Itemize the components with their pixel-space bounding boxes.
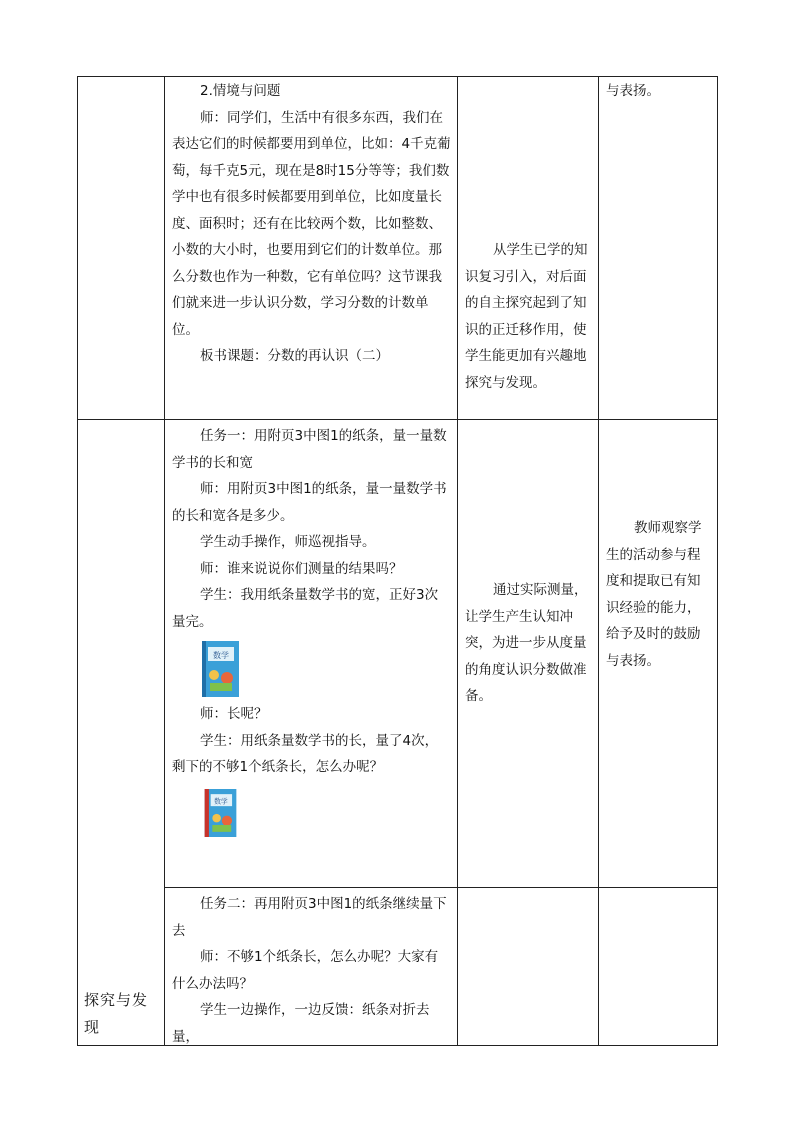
- stage-label-cell: [77, 987, 165, 1041]
- row1-eval-text: 与表扬。: [606, 83, 660, 99]
- row-divider-2: [165, 887, 718, 888]
- math-book-image-width: [202, 641, 239, 697]
- student-activity: 学生动手操作，师巡视指导。: [200, 534, 376, 550]
- row3-teacher-line: 师：不够1个纸条长，怎么办呢？大家有什么办法吗？: [172, 949, 439, 992]
- task-two-title: 任务二：再用附页3中图1的纸条继续量下去: [172, 896, 447, 939]
- row1-eval-cell: [599, 78, 717, 105]
- row2-eval-cell: [599, 515, 717, 674]
- row3-process-cell: [165, 891, 457, 1050]
- row3-student-line: 学生一边操作，一边反馈：纸条对折去量，: [172, 1002, 430, 1045]
- student-line-2: 学生：用纸条量数学书的长，量了4次，剩下的不够1个纸条长，怎么办呢？: [172, 732, 439, 775]
- row1-teacher-intro: 师：同学们，生活中有很多东西，我们在表达它们的时候都要用到单位，比如：4千克葡萄，每千克5元，现在是8时15分等等；我们数学中也有很多时候都要用到单位，比如度量长度、面积时；还有在比较两个数，比如整数、小数的大小时，也要用到它们的计数单位。那么分数也作为一种数，它有单位吗？这节课我们就来进一步认识分数，学习分数的计数单位。: [172, 109, 451, 338]
- table-right-border: [717, 76, 718, 1046]
- student-line-1: 学生：我用纸条量数学书的宽，正好3次量完。: [172, 587, 439, 630]
- row2-intent-cell: [458, 577, 598, 710]
- row1-intent-cell: [458, 237, 598, 396]
- table-top-border: [77, 76, 718, 77]
- stage-label: 探究与发现: [84, 991, 149, 1036]
- row1-heading: 2.情境与问题: [200, 83, 281, 99]
- row2-intent-text: 通过实际测量，让学生产生认知冲突，为进一步从度量的角度认识分数做准备。: [465, 582, 588, 704]
- teacher-line-3: 师：长呢？: [200, 706, 268, 722]
- row2-process-cell: [165, 423, 457, 841]
- math-book-image-length: [202, 789, 239, 837]
- teacher-line-1: 师：用附页3中图1的纸条，量一量数学书的长和宽各是多少。: [172, 481, 447, 524]
- row1-board-title: 板书课题：分数的再认识（二）: [200, 348, 389, 364]
- book-cover-title: 数学: [213, 651, 229, 660]
- teacher-line-2: 师：谁来说说你们测量的结果吗？: [200, 560, 403, 577]
- table-left-border: [77, 76, 78, 1046]
- row-divider-1: [77, 419, 718, 420]
- row2-eval-text: 教师观察学生的活动参与程度和提取已有知识经验的能力，给予及时的鼓励与表扬。: [606, 520, 702, 669]
- book-cover-title: 数学: [214, 797, 228, 806]
- row1-intent-text: 从学生已学的知识复习引入，对后面的自主探究起到了知识的正迁移作用，使学生能更加有兴趣地探究与发现。: [465, 242, 588, 391]
- row1-process-cell: [165, 78, 457, 370]
- task-one-title: 任务一：用附页3中图1的纸条，量一量数学书的长和宽: [172, 428, 447, 471]
- col-divider-2: [457, 76, 458, 1046]
